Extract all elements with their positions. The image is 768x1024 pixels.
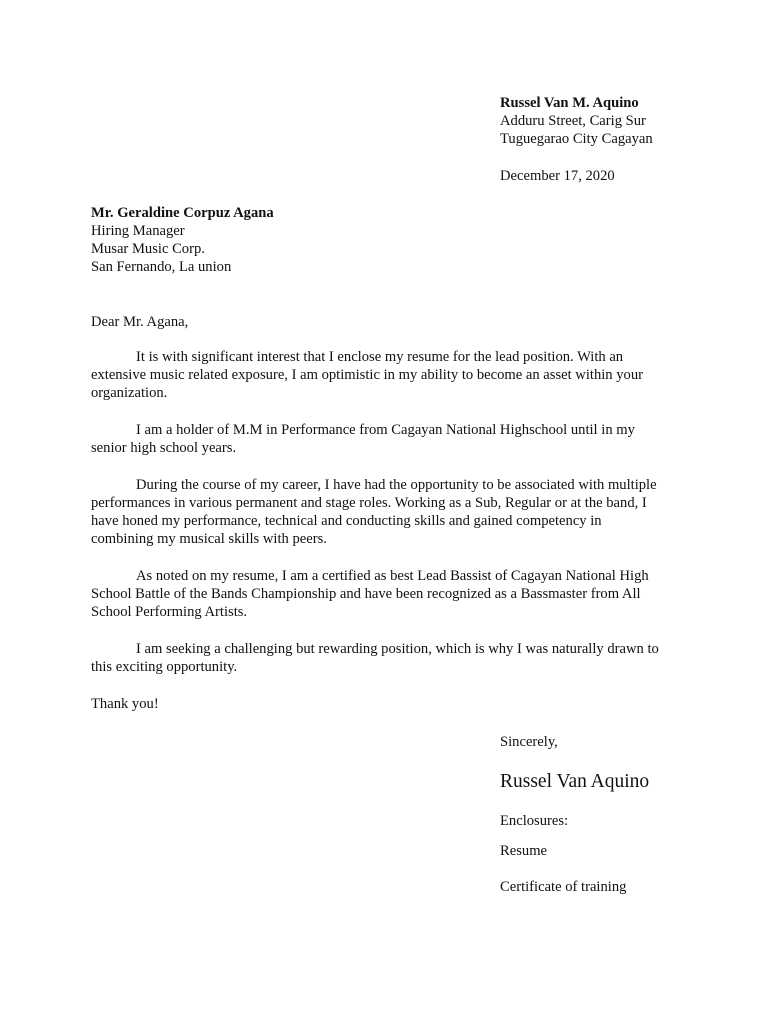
- paragraph-4-line: As noted on my resume, I am a certified as best Lead Bassist of Cagayan National High: [136, 568, 649, 584]
- paragraph-1-line: organization.: [91, 385, 168, 401]
- paragraph-3-line: combining my musical skills with peers.: [91, 531, 327, 547]
- sender-name: Russel Van M. Aquino: [500, 95, 639, 111]
- enclosure-item: Certificate of training: [500, 879, 627, 895]
- paragraph-3-line: performances in various permanent and stage roles. Working as a Sub, Regular or at the band, I: [91, 495, 647, 511]
- paragraph-1-line: It is with significant interest that I enclose my resume for the lead position. With an: [136, 349, 624, 365]
- paragraph-4-line: School Performing Artists.: [91, 604, 248, 620]
- recipient-title: Hiring Manager: [91, 223, 185, 239]
- paragraph-5-line: this exciting opportunity.: [91, 659, 238, 675]
- recipient-name: Mr. Geraldine Corpuz Agana: [91, 205, 274, 221]
- sender-city: Tuguegarao City Cagayan: [500, 131, 653, 147]
- signature-name: Russel Van Aquino: [500, 771, 650, 792]
- recipient-company: Musar Music Corp.: [91, 241, 205, 257]
- enclosures-label: Enclosures:: [500, 813, 569, 829]
- paragraph-5-line: I am seeking a challenging but rewarding position, which is why I was naturally drawn to: [136, 641, 659, 657]
- salutation: Dear Mr. Agana,: [91, 314, 189, 330]
- paragraph-2-line: senior high school years.: [91, 440, 237, 456]
- letter-date: December 17, 2020: [500, 168, 615, 184]
- paragraph-3-line: have honed my performance, technical and conducting skills and gained competency in: [91, 513, 602, 529]
- paragraph-3-line: During the course of my career, I have had the opportunity to be associated with multiple: [136, 477, 657, 493]
- paragraph-2-line: I am a holder of M.M in Performance from Cagayan National Highschool until in my: [136, 422, 635, 438]
- recipient-address: San Fernando, La union: [91, 259, 232, 275]
- thank-you-line: Thank you!: [91, 696, 159, 712]
- paragraph-4-line: School Battle of the Bands Championship and have been recognized as a Bassmaster from All: [91, 586, 641, 602]
- sender-street: Adduru Street, Carig Sur: [500, 113, 646, 129]
- valediction: Sincerely,: [500, 734, 558, 750]
- enclosure-item: Resume: [500, 843, 548, 859]
- paragraph-1-line: extensive music related exposure, I am optimistic in my ability to become an asset within your: [91, 367, 643, 383]
